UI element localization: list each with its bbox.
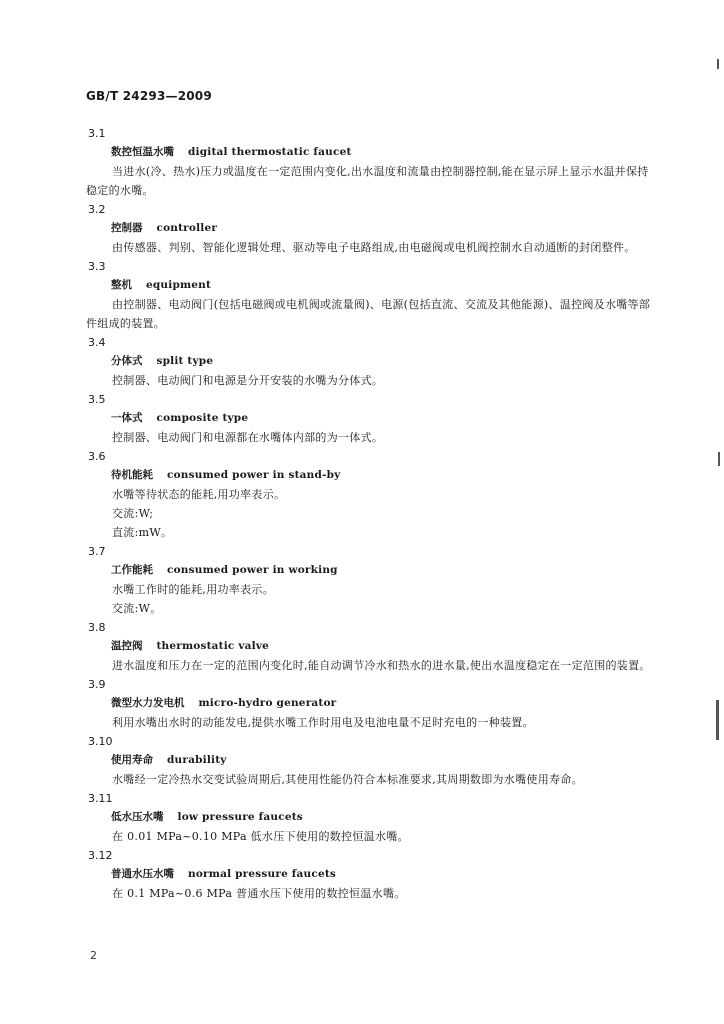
clause-number: 3.10	[88, 735, 113, 748]
term-entry	[86, 390, 652, 447]
term-chinese: 使用寿命	[111, 754, 153, 766]
term-definition: 由控制器、电动阀门(包括电磁阀或电机阀或流量阀)、电源(包括直流、交流及其他能源)、温控阀及水嘴等部件组成的装置。	[86, 298, 651, 330]
clause-number: 3.2	[88, 203, 106, 216]
term-heading	[111, 143, 652, 162]
term-english: durability	[167, 754, 227, 766]
term-heading	[111, 637, 652, 656]
term-chinese: 数控恒温水嘴	[111, 146, 174, 158]
clause-number: 3.4	[88, 336, 106, 349]
term-english: split type	[156, 355, 214, 367]
term-heading	[111, 466, 652, 485]
term-definition: 进水温度和压力在一定的范围内变化时,能自动调节冷水和热水的进水量,使出水温度稳定在一定范围的装置。	[112, 659, 651, 672]
term-heading	[111, 865, 652, 884]
term-entry	[86, 789, 652, 846]
scan-edge-mark	[716, 700, 719, 740]
term-definition: 利用水嘴出水时的动能发电,提供水嘴工作时用电及电池电量不足时充电的一种装置。	[112, 716, 534, 729]
term-entry	[86, 675, 652, 732]
term-english: controller	[156, 222, 218, 234]
term-entry	[86, 257, 652, 333]
term-chinese: 控制器	[111, 222, 143, 234]
term-definition: 在 0.01 MPa~0.10 MPa 低水压下使用的数控恒温水嘴。	[112, 830, 409, 843]
term-chinese: 低水压水嘴	[111, 811, 164, 823]
term-english: equipment	[146, 279, 212, 291]
term-entry	[86, 846, 652, 903]
term-english: consumed power in stand-by	[167, 469, 341, 481]
standard-code: GB/T 24293—2009	[86, 89, 212, 103]
term-heading	[111, 409, 652, 428]
page-number: 2	[90, 949, 97, 962]
term-english: micro-hydro generator	[198, 697, 337, 709]
term-chinese: 微型水力发电机	[111, 697, 185, 709]
term-definition: 当进水(冷、热水)压力或温度在一定范围内变化,出水温度和流量由控制器控制,能在显示屏上显示水温并保持稳定的水嘴。	[86, 165, 649, 197]
terms-list	[86, 124, 652, 903]
clause-number: 3.3	[88, 260, 106, 273]
term-heading	[111, 219, 652, 238]
definition-line: 交流:W;	[112, 507, 154, 520]
term-english: normal pressure faucets	[188, 868, 336, 880]
term-english: consumed power in working	[167, 564, 338, 576]
term-entry	[86, 124, 652, 200]
clause-number: 3.1	[88, 127, 106, 140]
term-heading	[111, 561, 652, 580]
term-heading	[111, 694, 652, 713]
clause-number: 3.9	[88, 678, 106, 691]
definition-line: 直流:mW。	[112, 526, 173, 539]
clause-number: 3.12	[88, 849, 113, 862]
term-entry	[86, 542, 652, 618]
term-entry	[86, 333, 652, 390]
term-definition: 水嘴工作时的能耗,用功率表示。	[112, 583, 274, 596]
clause-number: 3.7	[88, 545, 106, 558]
term-definition: 水嘴等待状态的能耗,用功率表示。	[112, 488, 286, 501]
term-chinese: 待机能耗	[111, 469, 153, 481]
clause-number: 3.8	[88, 621, 106, 634]
clause-number: 3.6	[88, 450, 106, 463]
term-chinese: 温控阀	[111, 640, 143, 652]
scan-edge-mark	[717, 59, 719, 69]
term-entry	[86, 732, 652, 789]
term-entry	[86, 447, 652, 542]
term-heading	[111, 276, 652, 295]
term-heading	[111, 352, 652, 371]
clause-number: 3.5	[88, 393, 106, 406]
term-english: thermostatic valve	[156, 640, 270, 652]
term-chinese: 普通水压水嘴	[111, 868, 174, 880]
term-chinese: 分体式	[111, 355, 143, 367]
term-definition: 在 0.1 MPa~0.6 MPa 普通水压下使用的数控恒温水嘴。	[112, 887, 406, 900]
term-definition: 控制器、电动阀门和电源是分开安装的水嘴为分体式。	[112, 374, 384, 387]
term-english: low pressure faucets	[177, 811, 303, 823]
clause-number: 3.11	[88, 792, 113, 805]
term-english: digital thermostatic faucet	[188, 146, 352, 158]
term-chinese: 整机	[111, 279, 132, 291]
term-chinese: 工作能耗	[111, 564, 153, 576]
term-definition: 控制器、电动阀门和电源都在水嘴体内部的为一体式。	[112, 431, 384, 444]
term-entry	[86, 200, 652, 257]
term-chinese: 一体式	[111, 412, 143, 424]
term-definition: 由传感器、判别、智能化逻辑处理、驱动等电子电路组成,由电磁阀或电机阀控制水自动通断的封闭整件。	[112, 241, 636, 254]
scan-edge-mark	[718, 452, 720, 466]
term-entry	[86, 618, 652, 675]
definition-line: 交流:W。	[112, 602, 162, 615]
term-english: composite type	[156, 412, 249, 424]
term-heading	[111, 808, 652, 827]
term-definition: 水嘴经一定冷热水交变试验周期后,其使用性能仍符合本标准要求,其周期数即为水嘴使用寿命。	[112, 773, 583, 786]
term-heading	[111, 751, 652, 770]
